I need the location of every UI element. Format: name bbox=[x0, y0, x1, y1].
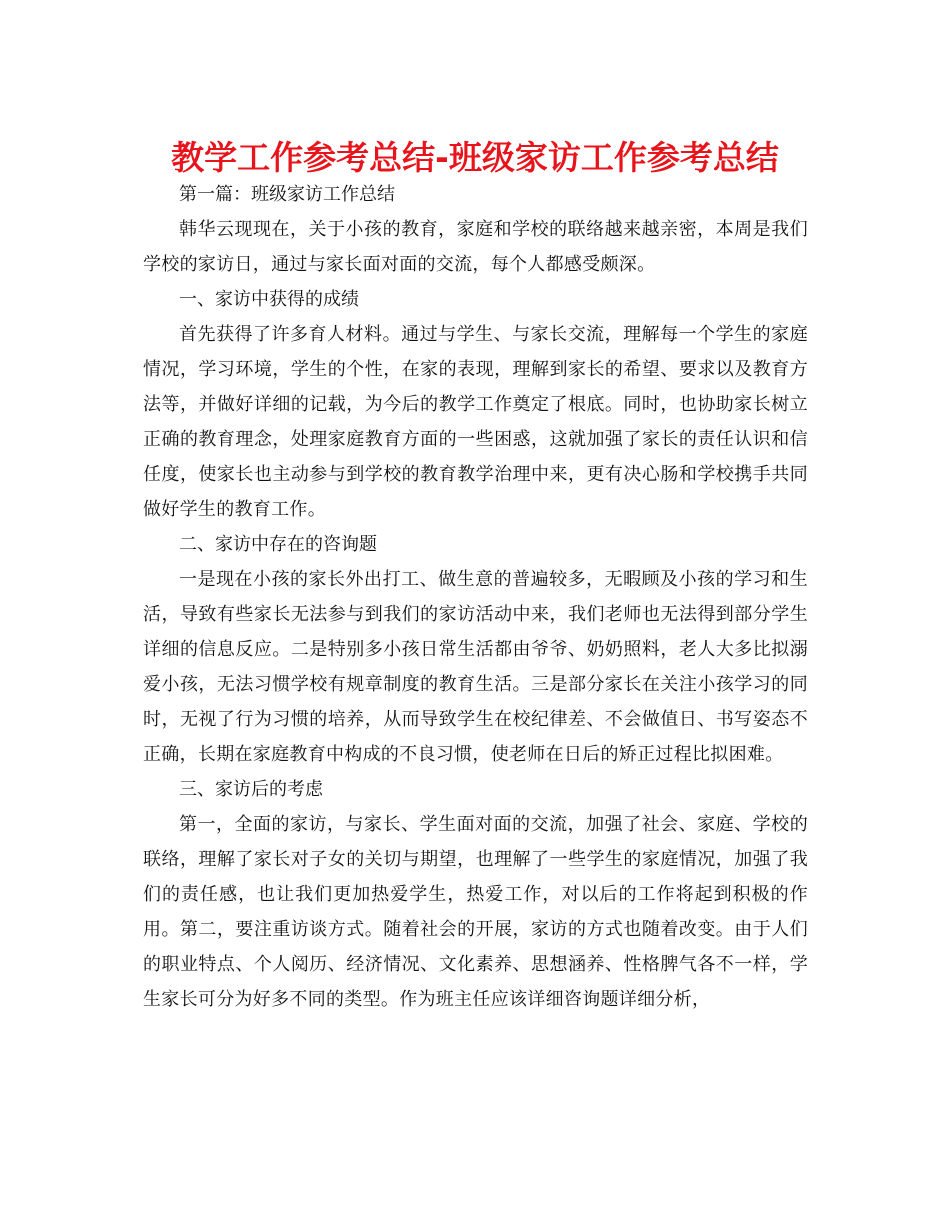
document-title: 教学工作参考总结-班级家访工作参考总结 bbox=[171, 138, 779, 177]
heading-problems: 二、家访中存在的咨询题 bbox=[179, 534, 377, 555]
document-body bbox=[143, 177, 808, 1017]
paragraph-reflections: 第一，全面的家访，与家长、学生面对面的交流，加强了社会、家庭、学校的联络，理解了家长对子女的关切与期望，也理解了一些学生的家庭情况，加强了我们的责任感，也让我们更加热爱学生，热爱工作，对以后的工作将起到积极的作用。第二，要注重访谈方式。随着社会的开展，家访的方式也随着改变。由于人们的职业特点、个人阅历、经济情况、文化素养、思想涵养、性格脾气各不一样，学生家长可分为好多不同的类型。作为班主任应该详细咨询题详细分析， bbox=[143, 814, 808, 1010]
intro-paragraph: 韩华云现现在，关于小孩的教育，家庭和学校的联络越来越亲密，本周是我们学校的家访日，通过与家长面对面的交流，每个人都感受颇深。 bbox=[143, 219, 808, 275]
section-heading: 第一篇：班级家访工作总结 bbox=[179, 184, 395, 205]
heading-reflections: 三、家访后的考虑 bbox=[179, 779, 323, 800]
heading-achievements: 一、家访中获得的成绩 bbox=[179, 289, 359, 310]
paragraph-achievements: 首先获得了许多育人材料。通过与学生、与家长交流，理解每一个学生的家庭情况，学习环境，学生的个性，在家的表现，理解到家长的希望、要求以及教育方法等，并做好详细的记载，为今后的教学工作奠定了根底。同时，也协助家长树立正确的教育理念，处理家庭教育方面的一些困惑，这就加强了家长的责任认识和信任度，使家长也主动参与到学校的教育教学治理中来，更有决心肠和学校携手共同做好学生的教育工作。 bbox=[143, 324, 808, 520]
paragraph-problems: 一是现在小孩的家长外出打工、做生意的普遍较多，无暇顾及小孩的学习和生活，导致有些家长无法参与到我们的家访活动中来，我们老师也无法得到部分学生详细的信息反应。二是特别多小孩日常生活都由爷爷、奶奶照料，老人大多比拟溺爱小孩，无法习惯学校有规章制度的教育生活。三是部分家长在关注小孩学习的同时，无视了行为习惯的培养，从而导致学生在校纪律差、不会做值日、书写姿态不正确，长期在家庭教育中构成的不良习惯，使老师在日后的矫正过程比拟困难。 bbox=[143, 569, 808, 765]
